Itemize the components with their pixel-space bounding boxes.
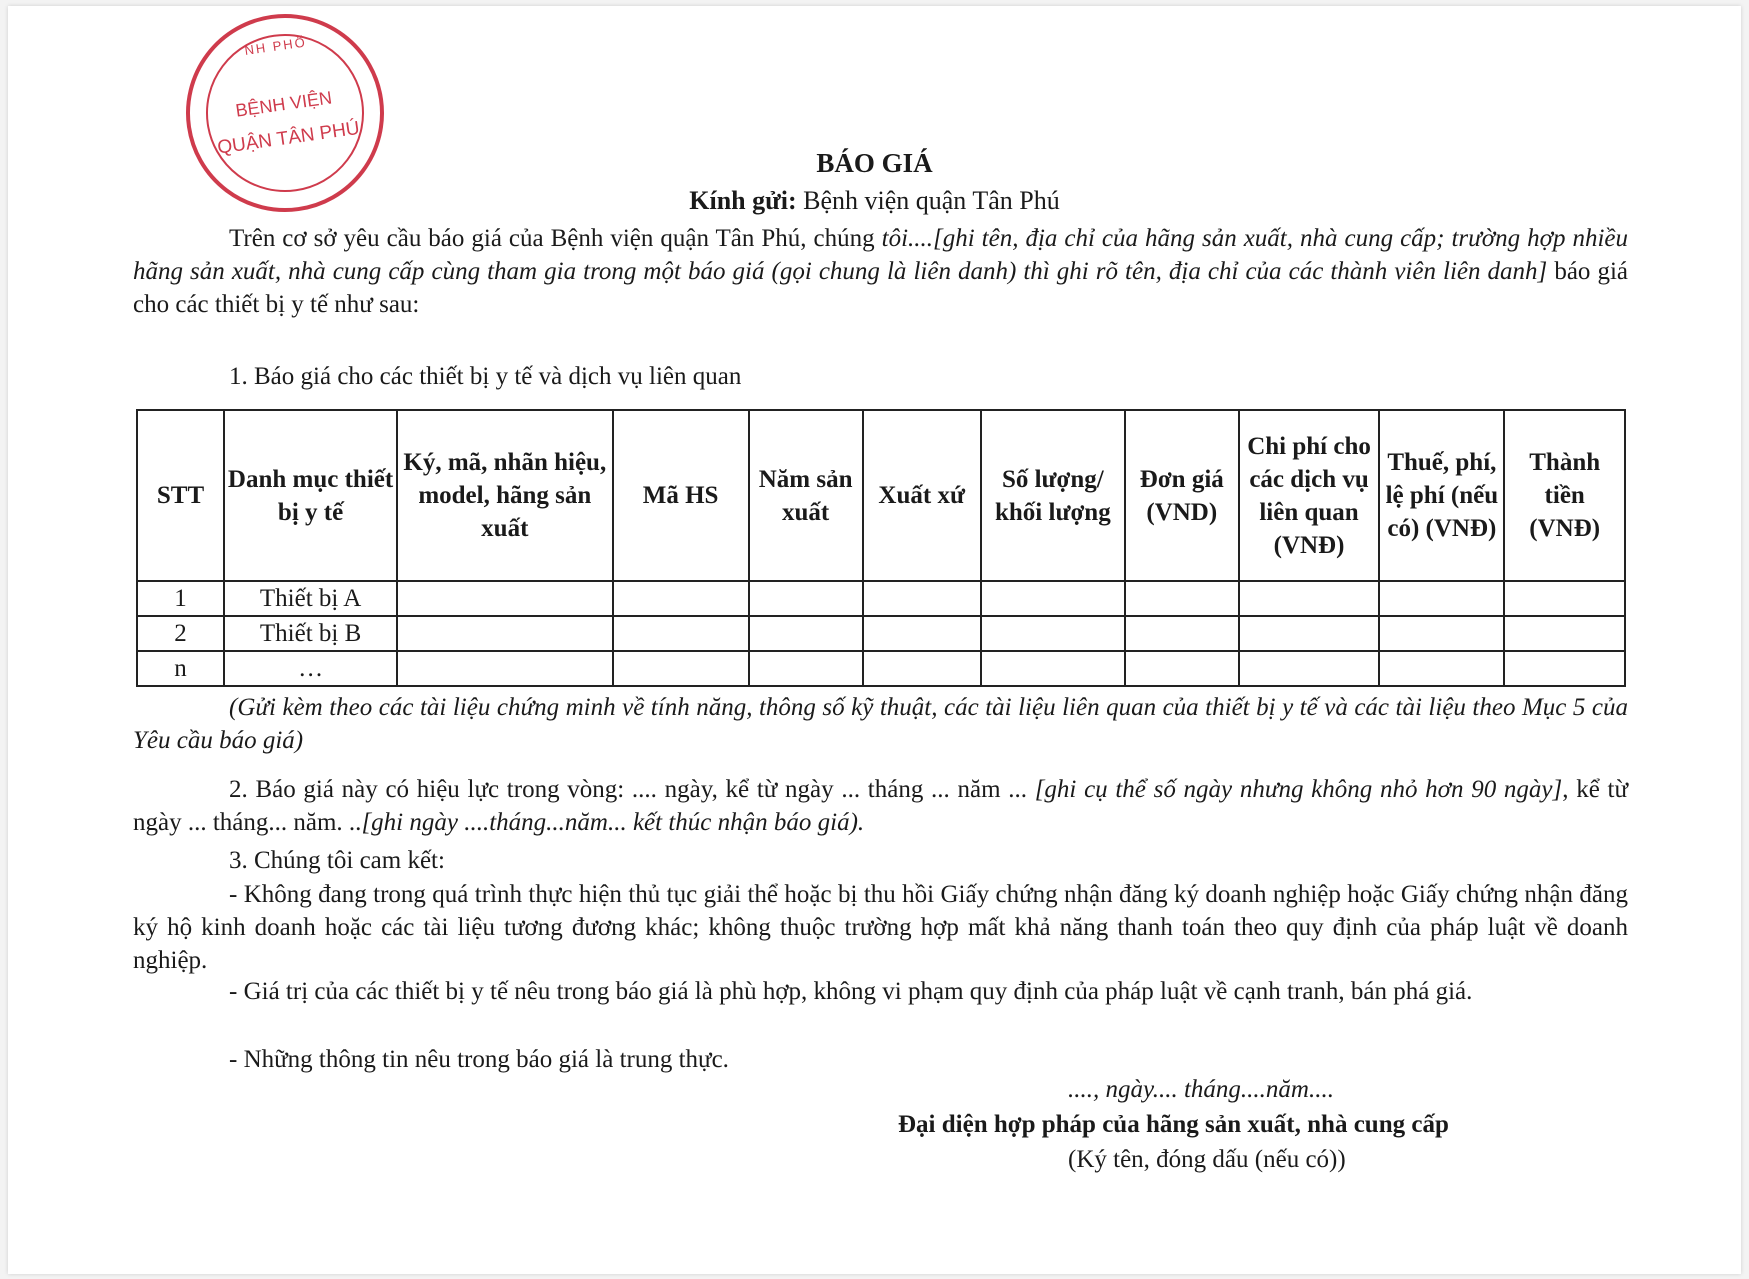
signature-note: (Ký tên, đóng dấu (nếu có)) (1068, 1146, 1346, 1173)
quote-table (136, 409, 1626, 687)
cell-stt: n (137, 651, 224, 686)
addressee-label: Kính gửi: (689, 186, 797, 215)
commitment-item-1: - Không đang trong quá trình thực hiện thủ tục giải thể hoặc bị thu hồi Giấy chứng nhận đăng ký doanh nghiệp hoặc Giấy chứng nhận đăng ký hộ kinh doanh hoặc các tài liệu tương đương khác; không thuộc trường hợp mất khả năng thanh toán theo quy định của pháp luật về doanh nghiệp. (133, 881, 1628, 974)
table-row (137, 651, 1625, 686)
cell-empty (397, 581, 612, 616)
header-item: Danh mục thiết bị y tế (224, 410, 397, 581)
table-row (137, 581, 1625, 616)
cell-empty (1504, 616, 1625, 651)
cell-empty (863, 581, 981, 616)
intro-italic: tôi....[ghi tên, địa chỉ của hãng sản xuất, nhà cung cấp; trường hợp nhiều hãng sản xuất, nhà cung cấp cùng tham gia trong một báo giá (gọi chung là liên danh) thì ghi rõ tên, địa chỉ của các thành viên liên danh] (133, 225, 1628, 285)
cell-stt: 1 (137, 581, 224, 616)
stamp-line-2: QUẬN TÂN PHÚ (216, 117, 361, 159)
cell-empty (1504, 651, 1625, 686)
intro-tail: báo giá cho các thiết bị y tế như sau: (133, 258, 1629, 318)
cell-empty (981, 581, 1125, 616)
cell-empty (1379, 651, 1504, 686)
cell-empty (1125, 651, 1239, 686)
header-year: Năm sản xuất (749, 410, 863, 581)
section-2-normal: 2. Báo giá này có hiệu lực trong vòng: .... ngày, kể từ ngày ... tháng ... năm ... (229, 776, 1035, 803)
cell-empty (1379, 616, 1504, 651)
intro-normal: Trên cơ sở yêu cầu báo giá của Bệnh viện quận Tân Phú, chúng (229, 225, 882, 252)
addressee (8, 186, 1741, 216)
cell-empty (749, 651, 863, 686)
cell-empty (981, 616, 1125, 651)
table-row (137, 616, 1625, 651)
header-service-cost: Chi phí cho các dịch vụ liên quan (VNĐ) (1239, 410, 1380, 581)
cell-empty (981, 651, 1125, 686)
header-tax: Thuế, phí, lệ phí (nếu có) (VNĐ) (1379, 410, 1504, 581)
header-total: Thành tiền (VNĐ) (1504, 410, 1625, 581)
header-stt: STT (137, 410, 224, 581)
cell-empty (1379, 581, 1504, 616)
section-2-italic-2: [ghi ngày ....tháng...năm... kết thúc nhận báo giá). (361, 809, 865, 836)
cell-empty (613, 616, 749, 651)
cell-empty (1239, 581, 1380, 616)
stamp-line-1: BỆNH VIỆN (234, 87, 334, 121)
cell-stt: 2 (137, 616, 224, 651)
header-model: Ký, mã, nhãn hiệu, model, hãng sản xuất (397, 410, 612, 581)
cell-empty (863, 616, 981, 651)
section-3-heading: 3. Chúng tôi cam kết: (229, 847, 445, 874)
attachment-note: (Gửi kèm theo các tài liệu chứng minh về tính năng, thông số kỹ thuật, các tài liệu liên quan của thiết bị y tế và các tài liệu theo Mục 5 của Yêu cầu báo giá) (133, 694, 1628, 754)
cell-empty (749, 616, 863, 651)
section-1-heading: 1. Báo giá cho các thiết bị y tế và dịch vụ liên quan (229, 363, 742, 390)
commitment-item-3: - Những thông tin nêu trong báo giá là trung thực. (229, 1046, 729, 1073)
cell-empty (1239, 616, 1380, 651)
stamp-top-text: NH PHỐ (243, 34, 308, 58)
intro-paragraph (133, 222, 1628, 321)
cell-item: Thiết bị B (224, 616, 397, 651)
cell-empty (749, 581, 863, 616)
header-origin: Xuất xứ (863, 410, 981, 581)
header-hs-code: Mã HS (613, 410, 749, 581)
cell-empty (397, 616, 612, 651)
header-quantity: Số lượng/ khối lượng (981, 410, 1125, 581)
cell-empty (613, 581, 749, 616)
cell-empty (1239, 651, 1380, 686)
cell-empty (1504, 581, 1625, 616)
signature-date: ...., ngày.... tháng....năm.... (1068, 1076, 1334, 1103)
header-unit-price: Đơn giá (VND) (1125, 410, 1239, 581)
addressee-name: Bệnh viện quận Tân Phú (803, 186, 1060, 215)
commitment-item-2: - Giá trị của các thiết bị y tế nêu trong báo giá là phù hợp, không vi phạm quy định của pháp luật về cạnh tranh, bán phá giá. (229, 978, 1473, 1005)
cell-empty (863, 651, 981, 686)
section-2-italic-1: [ghi cụ thể số ngày nhưng không nhỏ hơn 90 ngày] (1034, 776, 1563, 803)
document-page (8, 6, 1741, 1274)
signature-title: Đại diện hợp pháp của hãng sản xuất, nhà cung cấp (898, 1111, 1449, 1138)
cell-item: Thiết bị A (224, 581, 397, 616)
section-2-middle: , kể từ ngày ... tháng... năm. .. (133, 776, 1628, 836)
cell-empty (397, 651, 612, 686)
cell-empty (613, 651, 749, 686)
section-2-paragraph (133, 773, 1628, 839)
table-header-row (137, 410, 1625, 581)
document-title: BÁO GIÁ (816, 148, 933, 178)
cell-empty (1125, 581, 1239, 616)
cell-empty (1125, 616, 1239, 651)
cell-item: … (224, 651, 397, 686)
